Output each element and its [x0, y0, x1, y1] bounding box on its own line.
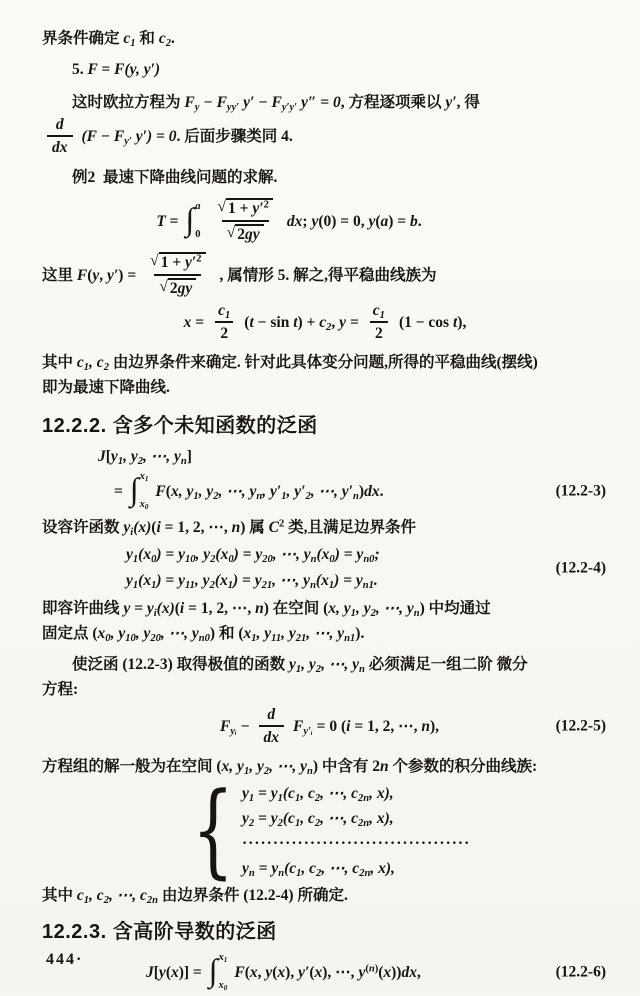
integral-lower-limit: $x_0$ — [139, 498, 149, 511]
euler-result-text: ($F - F_{y'}$ y′) = 0. 后面步骤类同 4. — [81, 127, 293, 147]
integral-sign: ∫ — [129, 471, 139, 507]
case5-heading — [42, 57, 608, 82]
radical-sign: √ — [150, 252, 159, 270]
bc-line-2: $y_1(x_1) = y_{11}$, $y_2(x_1) = y_{21}$, ⋯, $y_n(x_1) = y_{n1}$. — [126, 572, 378, 591]
cycloid-note-line2: 即为最速下降曲线. — [42, 379, 170, 396]
integral-upper-limit: $x_1$ — [218, 952, 228, 964]
f-def-suffix: , 属情形 5. 解之,得平稳曲线族为 — [219, 266, 437, 284]
c1-over-2-fraction: $\frac{c_1}{2}$ — [368, 301, 390, 344]
equation-12-2-5 — [42, 706, 608, 746]
d-dx-fraction — [47, 115, 73, 158]
integral-lower-limit: 0 — [195, 228, 201, 240]
extremal-condition-line-2: 方程: — [42, 681, 79, 698]
system-row-1: $y_1 = y_1(c_1$, $c_2$, ⋯, $c_{2n}$, x), — [242, 784, 394, 804]
constants-note: 其中 $c_1$, $c_2$, ⋯, $c_{2n}$ 由边界条件 (12.2-4) 所确定. — [42, 887, 348, 906]
solution-family-line: 方程组的解一般为在空间 (x, $y_1$, $y_2$, ⋯, $y_n$) 中含有 2n 个参数的积分曲线族: — [42, 758, 538, 777]
radical-sign: √ — [226, 224, 236, 241]
system-row-n: $y_n = y_n(c_1$, $c_2$, ⋯, $c_{2n}$, x), — [242, 859, 395, 879]
sqrt-fraction: √ $1 + y'^2$ √ 2gy — [145, 251, 210, 298]
euler-paragraph-line1: 这时欧拉方程为 $F_y - F_{yy'}$ $y' - F_{y'y'}$ y″ = 0, 方程逐项乘以 y′, 得 — [72, 94, 480, 113]
sqrt-fraction — [213, 197, 278, 244]
section-heading-12-2-2: 12.2.2. 含多个未知函数的泛函 — [42, 415, 318, 437]
equation-12-2-3 — [42, 469, 608, 513]
fraction-numerator: d — [55, 115, 64, 133]
case5-formula: F = F(y, y′) — [87, 61, 161, 78]
example2-title — [42, 165, 608, 190]
integral-sign: ∫ — [185, 201, 195, 237]
sqrt-denominator: √ 2gy — [227, 224, 264, 245]
admissible-curves-line-1: 即容许曲线 $y = y_i(x)(i = 1$, 2, ⋯, n) 在空间 (x, $y_1$, $y_2$, ⋯, $y_n$) 中均通过 — [42, 600, 491, 619]
c1-over-2-fraction: $\frac{c_1}{2}$ — [213, 301, 235, 344]
cycloid-y-tail: (1 − cos t), — [398, 313, 467, 331]
eq6-body: F(x, y(x), y′(x), ⋯, $y^{(n)}(x))dx$, — [234, 963, 421, 981]
f-def-prefix: 这里 F(y, y′) = — [42, 266, 137, 284]
t-eq-lhs: T = — [156, 212, 179, 230]
cycloid-x-lhs: x = — [183, 313, 205, 331]
cycloid-equation — [42, 302, 608, 342]
radical-sign: √ — [217, 198, 227, 216]
case5-label: 5. — [72, 61, 84, 78]
integral-symbol — [186, 202, 201, 240]
cycloid-x-mid: $(t - \sin t) + c_2$, y = — [244, 313, 359, 333]
equation-tag-12-2-3: (12.2-3) — [555, 482, 606, 500]
integral-curves-system — [42, 770, 608, 890]
t-eq-rhs: dx; y(0) = 0, y(a) = b. — [286, 212, 422, 230]
brachistochrone-equation — [6, 194, 572, 248]
eq3-equals: = — [114, 482, 123, 500]
para-boundary-condition: 界条件确定 $c_1$ 和 $c_2$. — [42, 30, 175, 49]
boundary-conditions-12-2-4 — [42, 542, 608, 594]
system-row-dots: ····································· — [242, 834, 471, 852]
equation-tag-12-2-6: (12.2-6) — [555, 963, 606, 981]
admissible-curves-line-2: 固定点 ($x_0$, $y_{10}$, $y_{20}$, ⋯, $y_{n0}$) 和 ($x_1$, $y_{11}$, $y_{21}$, ⋯, $y_{n1}$). — [42, 625, 365, 644]
d-dx-fraction: $\frac{d}{dx}$ — [259, 705, 285, 748]
page-number: 444· — [46, 951, 84, 968]
euler-paragraph-line2 — [42, 117, 608, 155]
equation-tag-12-2-5: (12.2-5) — [555, 717, 606, 735]
eq5-pre: $F_{yᵢ}$ − — [220, 717, 250, 737]
extremal-condition-line-1: 使泛函 (12.2-3) 取得极值的函数 $y_1$, $y_2$, ⋯, $y_n$ 必须满足一组二阶 微分 — [72, 656, 528, 675]
integral-upper-limit: a — [195, 201, 201, 212]
integral-symbol — [209, 953, 228, 991]
example2-label: 例2 — [72, 169, 96, 186]
system-brace: { — [192, 770, 234, 890]
bc-line-1: $y_1(x_0) = y_{10}$, $y_2(x_0) = y_{20}$, ⋯, $y_n(x_0) = y_{n0}$; — [126, 546, 380, 565]
admissible-functions-line: 设容许函数 $y_i(x)(i = 1$, 2, ⋯, n) 属 $C^2$ 类,且满足边界条件 — [42, 518, 417, 538]
integral-upper-limit: $x_1$ — [139, 471, 149, 483]
eq3-body: F(x, $y_1$, $y_2$, ⋯, $y_n$, $y'_1$, $y'_2$, ⋯, $y'_n)dx$. — [155, 482, 384, 502]
section-heading-12-2-3: 12.2.3. 含高阶导数的泛函 — [42, 921, 277, 943]
radical-sign: √ — [159, 278, 168, 295]
eq5-post: $F_{y'ᵢ} = 0$ (i = 1, 2, ⋯, n), — [293, 717, 439, 737]
equation-12-2-6 — [42, 948, 608, 996]
f-definition-line — [42, 252, 608, 298]
eq6-lhs: J[y(x)] = — [146, 963, 202, 981]
fraction-denominator: dx — [47, 135, 73, 157]
integral-lower-limit: $x_0$ — [218, 979, 228, 992]
functional-J-lhs: $J[y_1$, $y_2$, ⋯, $y_n$] — [98, 448, 192, 467]
system-row-2: $y_2 = y_2(c_1$, $c_2$, ⋯, $c_{2n}$, x), — [242, 809, 394, 829]
example2-title-text: 最速下降曲线问题的求解. — [103, 169, 278, 186]
equation-tag-12-2-4: (12.2-4) — [555, 559, 606, 577]
integral-symbol — [130, 472, 149, 510]
sqrt-numerator: √ $1 + y'^2$ — [218, 198, 273, 219]
integral-sign: ∫ — [208, 952, 218, 988]
cycloid-note-line1: 其中 $c_1$, $c_2$ 由边界条件来确定. 针对此具体变分问题,所得的平稳曲线(摆线) — [42, 354, 538, 373]
